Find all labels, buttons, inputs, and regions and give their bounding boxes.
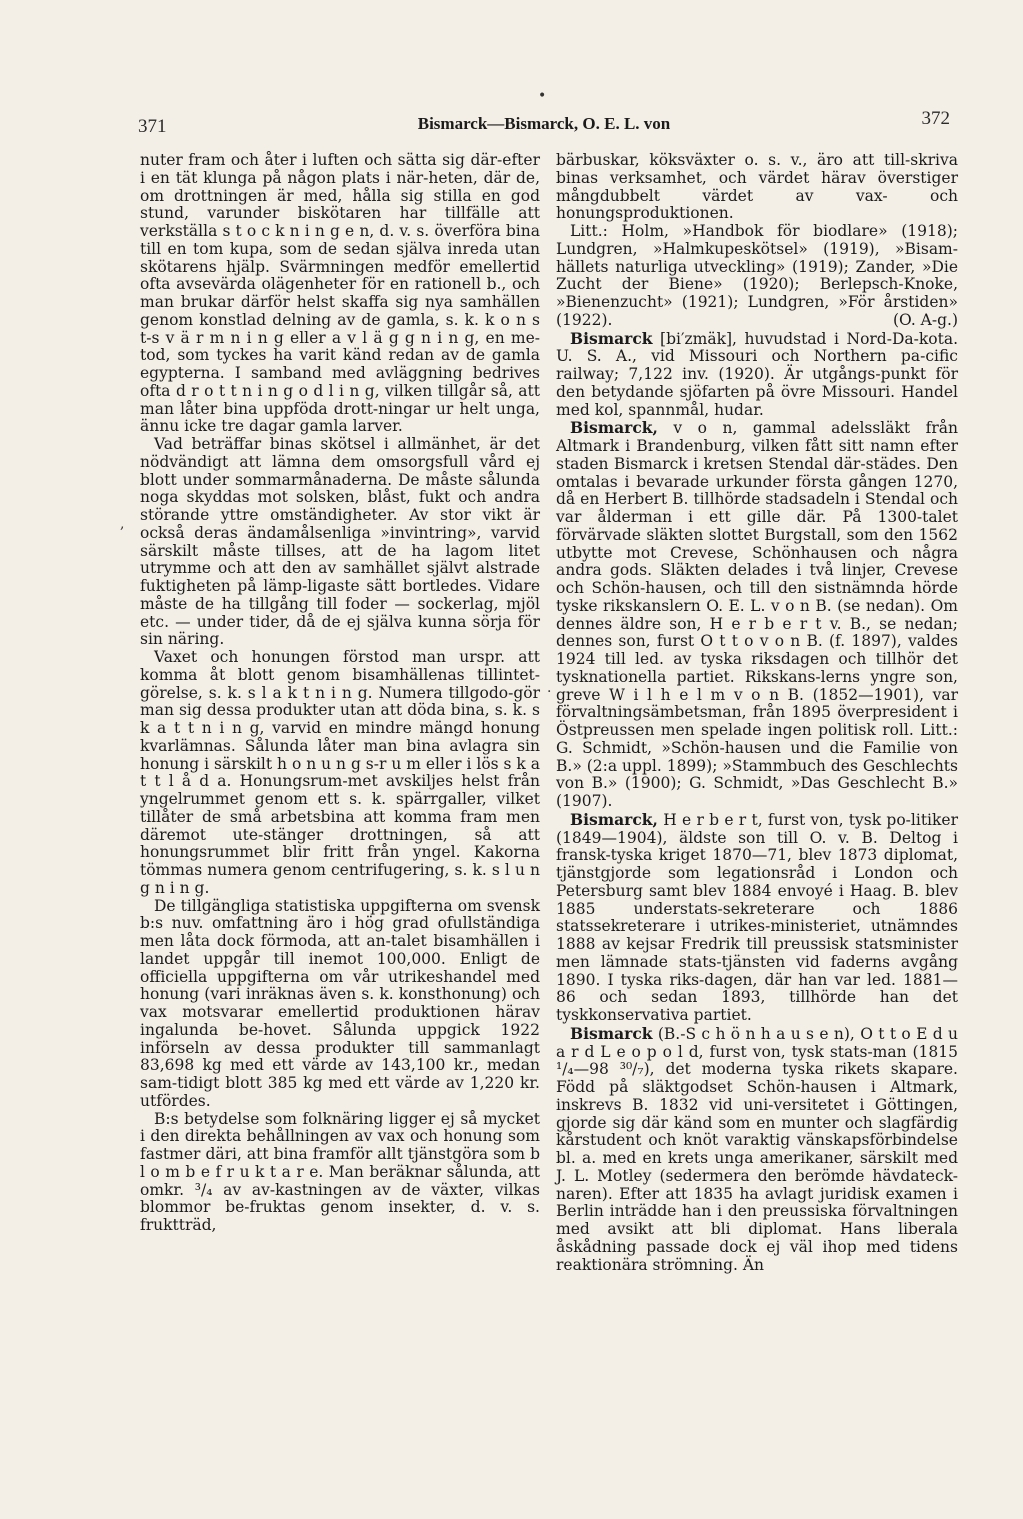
print-mark: ·	[547, 684, 552, 700]
entry-text: H e r b e r t, furst von, tysk po-litiker (1849—1904), äldste son till O. v. B. Deltog i fransk-tyska kriget 1870—71, blev 1873 diplomat, tjänstgjorde som legationsråd i London och Petersburg samt blev 1884 envoyé i Haag. B. blev 1885 understats-sekreterare och 1886 statssekreterare i utrikes-ministeriet, utnämndes 1888 av kejsar Fredrik till preussisk statsminister men lämnade stats-tjänsten vid faderns avgång 1890. I tyska riks-dagen, där han var led. 1881—86 och sedan 1893, tillhörde han det tyskkonservativa partiet.	[556, 810, 958, 1024]
entry-headword: Bismarck	[570, 1023, 653, 1043]
right-column	[556, 152, 958, 1274]
entry-headword: Bismarck	[570, 328, 653, 348]
literature-text: Litt.: Holm, »Handbok för biodlare» (1918); Lundgren, »Halmkupeskötsel» (1919), »Bisam-hällets naturliga utveckling» (1919); Zander, »Die Zucht der Biene» (1920); Berlepsch-Knoke, »Bienenzucht» (1921); Lundgren, »För årstiden» (1922).	[556, 222, 958, 329]
running-head: Bismarck—Bismarck, O. E. L. von	[417, 114, 671, 133]
literature-paragraph	[556, 223, 958, 330]
entry-bismarck-city	[556, 330, 958, 420]
entry-bismarck-otto	[556, 1025, 958, 1275]
entry-text: [bi′zmäk], huvudstad i Nord-Da-kota. U. S. A., vid Missouri och Northern pa-cific railway; 7,122 inv. (1920). Är utgångs-punkt för den betydande sjöfarten på övre Missouri. Handel med kol, spannmål, hudar.	[556, 329, 958, 419]
entry-headword: Bismarck,	[570, 809, 658, 829]
entry-text: (B.-S c h ö n h a u s e n), O t t o E d u a r d L e o p o l d, furst von, tysk stats-man (1815 ¹/₄—98 ³⁰/₇), det moderna tyska rikets skapare. Född på släktgodset Schön-hausen i Altmark, inskrevs B. 1832 vid uni-versitetet i Göttingen, gjorde sig där känd som en munter och slagfärdig kårstudent och knöt varaktig vänskapsförbindelse bl. a. med en krets unga amerikaner, särskilt med J. L. Motley (sedermera den berömde hävdateck-naren). Efter att 1835 ha avlagt juridisk examen i Berlin inträdde han i den preussiska förvaltningen med avsikt att bli diplomat. Hans liberala åskådning passade dock ej väl ihop med tidens reaktionära strömning. Än	[556, 1024, 958, 1274]
entry-bismarck-herbert	[556, 811, 958, 1025]
entry-headword: Bismarck,	[570, 418, 658, 438]
paragraph: De tillgängliga statistiska uppgifterna om svensk b:s nuv. omfattning äro i hög grad ofullständiga men låta dock förmoda, att an-talet bisamhällen i landet uppgår till inemot 100,000. Enligt de officiella uppgifterna om vår utrikeshandel med honung (vari inräknas även s. k. konsthonung) och vax motsvarar emellertid produktionen härav ingalunda be-hovet. Sålunda uppgick 1922 införseln av dessa produkter till sammanlagt 83,698 kg med ett värde av 143,100 kr., medan sam-tidigt blott 385 kg med ett värde av 1,220 kr. utfördes.	[140, 896, 540, 1110]
page-header	[138, 108, 950, 138]
left-column	[140, 152, 540, 1235]
author-signature: (O. A-g.)	[892, 310, 958, 329]
entry-text: v o n, gammal adelssläkt från Altmark i Brandenburg, vilken fått sitt namn efter staden Bismarck i kretsen Stendal där-städes. Den omtalas i bevarade urkunder första gången 1270, då en Herbert B. tillhörde stadsadeln i Stendal och var ålderman i ett gille där. På 1300-talet förvärvade släkten slottet Burgstall, som den 1562 utbytte mot Crevese, Schönhausen och några andra gods. Släkten delades i två linjer, Crevese och Schön-hausen, och till den sistnämnda hörde tyske rikskanslern O. E. L. v o n B. (se nedan). Om dennes äldre son, H e r b e r t v. B., se nedan; dennes son, furst O t t o v o n B. (f. 1897), valdes 1924 till led. av tyska riksdagen och tillhör det tysknationella partiet. Rikskans-lerns yngre son, greve W i l h e l m v o n B. (1852—1901), var förvaltningsämbetsman, från 1895 överpresident i Östpreussen men spelade ingen politisk roll. Litt.: G. Schmidt, »Schön-hausen und die Familie von B.» (2:a uppl. 1899); »Stammbuch des Geschlechts von B.» (1900); G. Schmidt, »Das Geschlecht B.» (1907).	[556, 419, 958, 810]
paragraph: nuter fram och åter i luften och sätta sig där-efter i en tät klunga på någon plats i när-heten, där de, om drottningen är med, hålla sig stilla en god stund, varunder biskötaren har tillfälle att verkställa s t o c k n i n g e n, d. v. s. överföra bina till en tom kupa, som de sedan själva inreda utan skötarens hjälp. Svärmningen medför emellertid ofta avsevärda olägenheter för en rationell b., och man brukar därför helst skaffa sig nya samhällen genom konstlad delning av de gamla, s. k. k o n s t-s v ä r m n i n g eller a v l ä g g n i n g, en me-tod, som tyckes ha varit känd redan av de gamla egypterna. I samband med avläggning bedrives ofta d r o t t n i n g o d l i n g, vilken tillgår så, att man låter bina uppföda drott-ningar ur helt unga, ännu icke tre dagar gamla larver.	[140, 151, 540, 436]
page-number-right: 372	[921, 108, 950, 129]
print-mark: •	[538, 88, 547, 104]
page-number-left: 371	[138, 116, 167, 137]
print-mark: ,	[120, 516, 125, 532]
paragraph: bärbuskar, köksväxter o. s. v., äro att till-skriva binas verksamhet, och värdet härav överstiger mångdubbelt värdet av vax- och honungsproduktionen.	[556, 151, 958, 223]
paragraph: B:s betydelse som folknäring ligger ej så mycket i den direkta behållningen av vax och honung som fastmer däri, att bina framför allt tjänstgöra som b l o m b e f r u k t a r e. Man beräknar sålunda, att omkr. ³/₄ av av-kastningen av de växter, vilkas blommor be-fruktas genom insekter, d. v. s. fruktträd,	[140, 1109, 540, 1234]
paragraph: Vaxet och honungen förstod man urspr. att komma åt blott genom bisamhällenas tillintet-görelse, s. k. s l a k t n i n g. Numera tillgodo-gör man sig dessa produkter utan att döda bina, s. k. s k a t t n i n g, varvid en mindre mängd honung kvarlämnas. Sålunda låter man bina avlagra sin honung i särskilt h o n u n g s-r u m eller i lös s k a t t l å d a. Honungsrum-met avskiljes helst från yngelrummet genom ett s. k. spärrgaller, vilket tillåter de små arbetsbina att komma fram men däremot ute-stänger drottningen, så att honungsrummet blir fritt från yngel. Kakorna tömmas numera genom centrifugering, s. k. s l u n g n i n g.	[140, 648, 540, 897]
entry-bismarck-family	[556, 419, 958, 811]
paragraph: Vad beträffar binas skötsel i allmänhet, är det nödvändigt att lämna dem omsorgsfull vård ej blott under sommarmånaderna. De måste sålunda noga skyddas mot solsken, blåst, fukt och andra störande yttre omständigheter. Av stor vikt är också deras ändamålsenliga »invintring», varvid särskilt måste tillses, att de ha lagom litet utrymme och att den av samhället självt alstrade fuktigheten på lämp-ligaste sätt bortledes. Vidare måste de ha tillgång till foder — sockerlag, mjöl etc. — under tider, då de ej själva kunna sörja för sin näring.	[140, 435, 540, 649]
